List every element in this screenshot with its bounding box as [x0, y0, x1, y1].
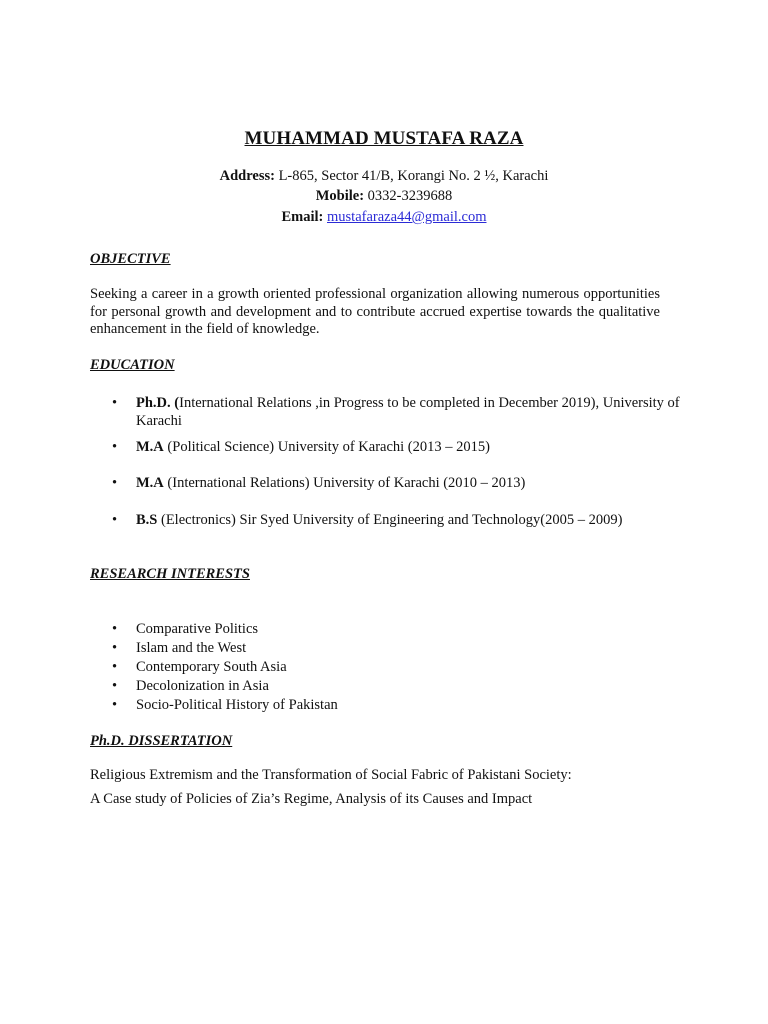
education-degree: M.A [136, 475, 164, 491]
education-detail: (Electronics) Sir Syed University of Engineering and Technology(2005 – 2009) [157, 512, 623, 528]
education-item-text [136, 512, 682, 530]
address-label: Address: [219, 168, 275, 184]
address-value: L-865, Sector 41/B, Korangi No. 2 ½, Karachi [274, 168, 549, 184]
bullet-icon: • [112, 697, 118, 713]
bullet-icon: • [112, 640, 118, 656]
mobile-label: Mobile: [315, 188, 365, 204]
education-degree: B.S [136, 512, 158, 528]
education-degree: Ph.D. ( [136, 395, 180, 411]
education-detail: (International Relations) University of Karachi (2010 – 2013) [163, 475, 526, 491]
dissertation-heading: Ph.D. DISSERTATION [90, 733, 233, 749]
mobile-value: 0332-3239688 [364, 188, 453, 204]
bullet-icon: • [112, 439, 118, 455]
education-item-text [136, 395, 682, 430]
mobile-line [0, 188, 768, 205]
education-item-text [136, 439, 682, 457]
bullet-icon: • [112, 621, 118, 637]
bullet-icon: • [112, 659, 118, 675]
dissertation-title-line-1: Religious Extremism and the Transformation of Social Fabric of Pakistani Society: [90, 767, 572, 783]
research-item-text: Socio-Political History of Pakistan [136, 697, 338, 713]
bullet-icon: • [112, 512, 118, 528]
education-detail: (Political Science) University of Karachi (2013 – 2015) [163, 439, 490, 455]
education-detail: International Relations ,in Progress to be completed in December 2019), University of Karachi [136, 395, 680, 429]
candidate-name: MUHAMMAD MUSTAFA RAZA [244, 128, 524, 149]
education-item-text [136, 475, 682, 493]
bullet-icon: • [112, 475, 118, 491]
bullet-icon: • [112, 395, 118, 411]
dissertation-title-line-2: A Case study of Policies of Zia’s Regime, Analysis of its Causes and Impact [90, 791, 533, 807]
objective-heading: OBJECTIVE [90, 251, 171, 267]
email-line [0, 209, 768, 226]
research-heading: RESEARCH INTERESTS [90, 566, 250, 582]
research-item-text: Islam and the West [136, 640, 247, 656]
education-heading: EDUCATION [90, 357, 175, 373]
email-label: Email: [281, 209, 324, 225]
address-line [0, 168, 768, 185]
email-link[interactable]: mustafaraza44@gmail.com [327, 209, 487, 225]
research-item-text: Comparative Politics [136, 621, 259, 637]
education-degree: M.A [136, 439, 164, 455]
bullet-icon: • [112, 678, 118, 694]
objective-text: Seeking a career in a growth oriented professional organization allowing numerous opportunities for personal growth and development and to contribute accrued expertise towards the qualitative enhancement in the field of knowledge. [90, 286, 660, 337]
research-item-text: Contemporary South Asia [136, 659, 287, 675]
research-item-text: Decolonization in Asia [136, 678, 269, 694]
